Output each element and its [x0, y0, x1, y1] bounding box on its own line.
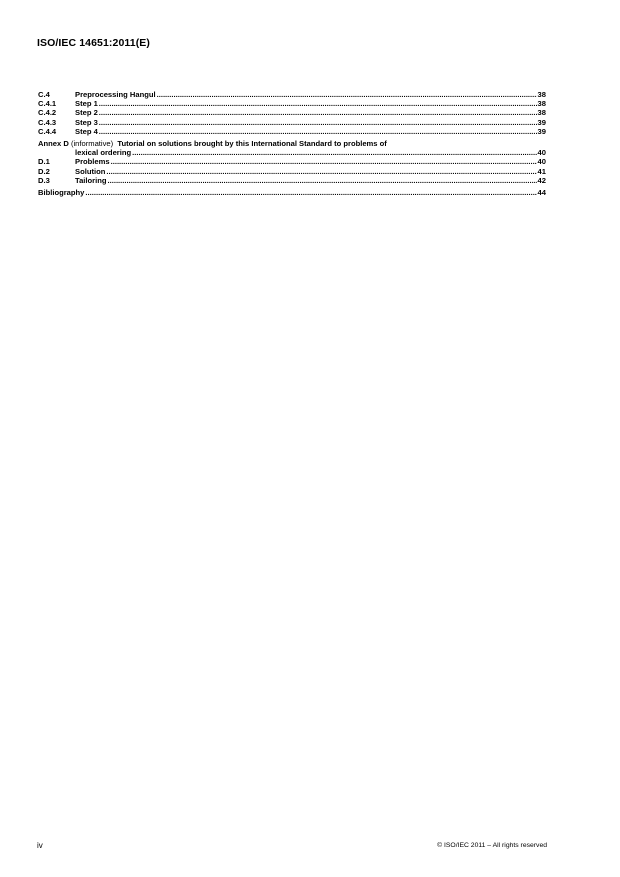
toc-entry-number: D.1	[38, 157, 50, 167]
toc-entry-number: D.3	[38, 175, 50, 185]
document-header: ISO/IEC 14651:2011(E)	[37, 37, 150, 49]
toc-entry-c44[interactable]	[38, 127, 546, 136]
toc-entry-page: 38	[537, 99, 546, 109]
toc-entry-page: 44	[537, 187, 546, 197]
toc-entry-number: C.4.3	[38, 117, 57, 127]
toc-entry-page: 39	[537, 117, 546, 127]
toc-entry-page: 39	[537, 126, 546, 136]
dot-leader	[132, 148, 536, 157]
toc-entry-number: D.2	[38, 166, 50, 176]
dot-leader	[157, 90, 537, 99]
toc-entry-c4[interactable]	[38, 90, 546, 99]
toc-entry-number: C.4.1	[38, 99, 57, 109]
toc-entry-c41[interactable]	[38, 99, 546, 108]
table-of-contents	[38, 90, 546, 197]
toc-entry-title: Step 4	[75, 126, 98, 136]
toc-entry-number: C.4.2	[38, 108, 57, 118]
toc-entry-title: Bibliography	[38, 187, 85, 197]
toc-entry-title: Step 1	[75, 99, 98, 109]
toc-entry-d3[interactable]	[38, 176, 546, 185]
toc-entry-d1[interactable]	[38, 157, 546, 166]
dot-leader	[111, 157, 537, 166]
toc-entry-page: 38	[537, 108, 546, 118]
toc-entry-page: 38	[537, 90, 546, 99]
dot-leader	[85, 188, 536, 197]
toc-entry-title: Solution	[75, 166, 106, 176]
toc-entry-page: 42	[537, 175, 546, 185]
toc-entry-title: Problems	[75, 157, 110, 167]
toc-entry-page: 40	[537, 148, 546, 158]
dot-leader	[99, 118, 537, 127]
toc-entry-title: Step 3	[75, 117, 98, 127]
copyright-notice: © ISO/IEC 2011 – All rights reserved	[437, 842, 547, 849]
annex-label: Annex D	[38, 138, 69, 148]
annex-title-line2: lexical ordering	[75, 148, 132, 158]
annex-qualifier: (informative)	[70, 138, 114, 148]
toc-entry-bibliography[interactable]	[38, 188, 546, 197]
toc-entry-title: Tailoring	[75, 175, 107, 185]
annex-title-line1: Tutorial on solutions brought by this International Standard to problems of	[117, 138, 387, 148]
toc-entry-page: 40	[537, 157, 546, 167]
toc-entry-annex-d[interactable]	[38, 139, 546, 157]
toc-entry-title: Step 2	[75, 108, 98, 118]
toc-entry-number: C.4.4	[38, 126, 57, 136]
dot-leader	[99, 108, 537, 117]
toc-entry-c43[interactable]	[38, 118, 546, 127]
dot-leader	[108, 176, 537, 185]
toc-entry-c42[interactable]	[38, 108, 546, 117]
dot-leader	[99, 99, 537, 108]
dot-leader	[106, 167, 536, 176]
toc-entry-title: Preprocessing Hangul	[75, 90, 156, 99]
toc-entry-page: 41	[537, 166, 546, 176]
dot-leader	[99, 127, 537, 136]
toc-entry-d2[interactable]	[38, 167, 546, 176]
page-number: iv	[37, 841, 43, 850]
toc-entry-number: C.4	[38, 90, 50, 99]
